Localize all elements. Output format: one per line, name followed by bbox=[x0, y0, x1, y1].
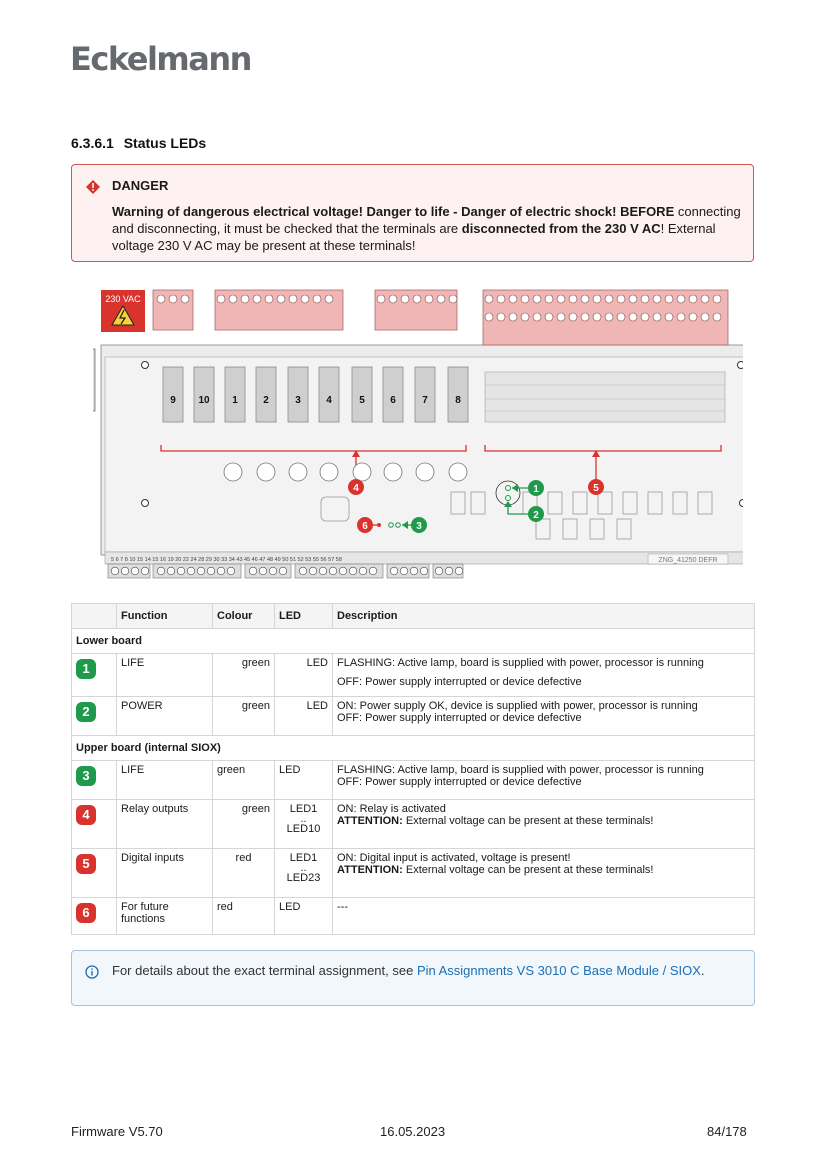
pin-assignments-link[interactable]: Pin Assignments VS 3010 C Base Module / SIOX bbox=[416, 963, 701, 978]
led-cell bbox=[275, 849, 333, 898]
relay-label: 7 bbox=[422, 395, 428, 406]
colour-cell: green bbox=[213, 654, 275, 697]
led-cell: LED bbox=[275, 761, 333, 800]
description-cell bbox=[333, 761, 755, 800]
colour-cell: green bbox=[213, 761, 275, 800]
table-header: Description bbox=[333, 604, 755, 629]
function-cell: Relay outputs bbox=[117, 800, 213, 849]
colour-cell: red bbox=[213, 849, 275, 898]
attention-label: ATTENTION: bbox=[337, 815, 403, 827]
table-header bbox=[72, 604, 117, 629]
group-row bbox=[72, 629, 755, 654]
description-cell bbox=[333, 800, 755, 849]
footer-date: 16.05.2023 bbox=[380, 1124, 446, 1139]
table-row bbox=[72, 654, 755, 697]
attention-text: External voltage can be present at these terminals! bbox=[402, 864, 654, 876]
function-cell: LIFE bbox=[117, 654, 213, 697]
led-range: LED10 bbox=[286, 823, 321, 835]
description-line: OFF: Power supply interrupted or device defective bbox=[337, 776, 582, 788]
relay-label: 9 bbox=[170, 395, 176, 406]
description-line bbox=[337, 815, 750, 827]
callout-5: 5 bbox=[593, 483, 599, 494]
table-row bbox=[72, 800, 755, 849]
table-header-row bbox=[72, 604, 755, 629]
led-range: LED23 bbox=[286, 872, 321, 884]
table-row bbox=[72, 761, 755, 800]
led-range: LED1 bbox=[289, 852, 318, 864]
section-title: Status LEDs bbox=[123, 135, 207, 151]
table-header: Colour bbox=[213, 604, 275, 629]
description-line bbox=[337, 864, 750, 876]
led-range: .. bbox=[300, 862, 307, 874]
attention-text: External voltage can be present at these terminals! bbox=[402, 815, 654, 827]
info-text-lead: For details about the exact terminal assignment, see bbox=[112, 963, 417, 978]
description-cell: --- bbox=[333, 898, 755, 935]
description-cell bbox=[333, 697, 755, 736]
relay-label: 1 bbox=[232, 395, 238, 406]
function-cell bbox=[117, 898, 213, 935]
drawing-id: ZNG_41250 DEFR bbox=[658, 557, 718, 564]
led-badge: 5 bbox=[76, 854, 96, 874]
terminal-numbers: 5 6 7 8 10 15 14 15 16 19 20 22 24 28 29 30 33 34 43 45 46 47 48 49 50 51 52 53 55 56 57 58 bbox=[111, 557, 342, 563]
description-line: ON: Power supply OK, device is supplied with power, processor is running bbox=[337, 700, 698, 712]
led-badge: 2 bbox=[76, 702, 96, 722]
led-badge: 1 bbox=[76, 659, 96, 679]
relay-label: 2 bbox=[263, 395, 269, 406]
description-cell bbox=[333, 849, 755, 898]
danger-text-bold-2: disconnected from the 230 V AC bbox=[461, 221, 661, 236]
group-title: Upper board (internal SIOX) bbox=[72, 736, 755, 761]
function-line: For future bbox=[121, 901, 169, 913]
section-number: 6.3.6.1 bbox=[71, 135, 114, 151]
info-circle-icon bbox=[85, 965, 99, 979]
danger-text-bold-1: Warning of dangerous electrical voltage! Danger to life - Danger of electric shock! BEFORE bbox=[112, 204, 675, 219]
table-row bbox=[72, 898, 755, 935]
danger-text-2: ! External voltage 230 V AC may be present at these terminals! bbox=[112, 221, 716, 253]
led-badge: 6 bbox=[76, 903, 96, 923]
attention-label: ATTENTION: bbox=[337, 864, 403, 876]
callout-2: 2 bbox=[533, 510, 539, 521]
led-table bbox=[71, 603, 755, 935]
danger-title: DANGER bbox=[112, 178, 169, 193]
colour-cell: red bbox=[213, 898, 275, 935]
relay-label: 4 bbox=[326, 395, 332, 406]
led-cell: LED bbox=[275, 654, 333, 697]
led-badge: 4 bbox=[76, 805, 96, 825]
description-line: OFF: Power supply interrupted or device defective bbox=[337, 676, 582, 688]
callout-4: 4 bbox=[353, 483, 359, 494]
relay-label: 6 bbox=[390, 395, 396, 406]
callout-6: 6 bbox=[362, 521, 368, 532]
board-illustration bbox=[93, 287, 743, 597]
description-line: ON: Digital input is activated, voltage is present! bbox=[337, 852, 571, 864]
led-cell: LED bbox=[275, 898, 333, 935]
led-cell: LED bbox=[275, 697, 333, 736]
colour-cell: green bbox=[213, 800, 275, 849]
section-heading bbox=[71, 135, 206, 151]
description-cell bbox=[333, 654, 755, 697]
group-title: Lower board bbox=[72, 629, 755, 654]
description-line: OFF: Power supply interrupted or device defective bbox=[337, 712, 582, 724]
led-badge: 3 bbox=[76, 766, 96, 786]
relay-label: 8 bbox=[455, 395, 461, 406]
relay-label: 10 bbox=[198, 395, 210, 406]
function-cell: Digital inputs bbox=[117, 849, 213, 898]
table-row bbox=[72, 849, 755, 898]
info-box bbox=[71, 950, 755, 1006]
relay-label: 3 bbox=[295, 395, 301, 406]
colour-cell: green bbox=[213, 697, 275, 736]
table-row bbox=[72, 697, 755, 736]
description-line: FLASHING: Active lamp, board is supplied with power, processor is running bbox=[337, 657, 704, 669]
led-range: .. bbox=[300, 813, 307, 825]
info-text bbox=[112, 962, 732, 979]
warning-diamond-icon bbox=[86, 180, 100, 194]
footer-firmware: Firmware V5.70 bbox=[71, 1124, 163, 1139]
relay-label: 5 bbox=[359, 395, 365, 406]
description-line: FLASHING: Active lamp, board is supplied with power, processor is running bbox=[337, 764, 704, 776]
callout-1: 1 bbox=[533, 484, 539, 495]
table-header: Function bbox=[117, 604, 213, 629]
callout-3: 3 bbox=[416, 521, 422, 532]
function-line: functions bbox=[121, 913, 166, 925]
function-cell: LIFE bbox=[117, 761, 213, 800]
led-range: LED1 bbox=[289, 803, 318, 815]
company-logo: Eckelmann bbox=[70, 40, 251, 78]
danger-box bbox=[71, 164, 754, 262]
danger-text-1: connecting and disconnecting, it must be checked that the terminals are bbox=[112, 204, 741, 236]
led-cell bbox=[275, 800, 333, 849]
info-text-end: . bbox=[700, 963, 705, 978]
description-line: ON: Relay is activated bbox=[337, 803, 446, 815]
table-header: LED bbox=[275, 604, 333, 629]
danger-text bbox=[112, 203, 742, 254]
group-row bbox=[72, 736, 755, 761]
voltage-label: 230 VAC bbox=[105, 294, 141, 304]
function-cell: POWER bbox=[117, 697, 213, 736]
footer-page-number: 84/178 bbox=[707, 1124, 747, 1139]
